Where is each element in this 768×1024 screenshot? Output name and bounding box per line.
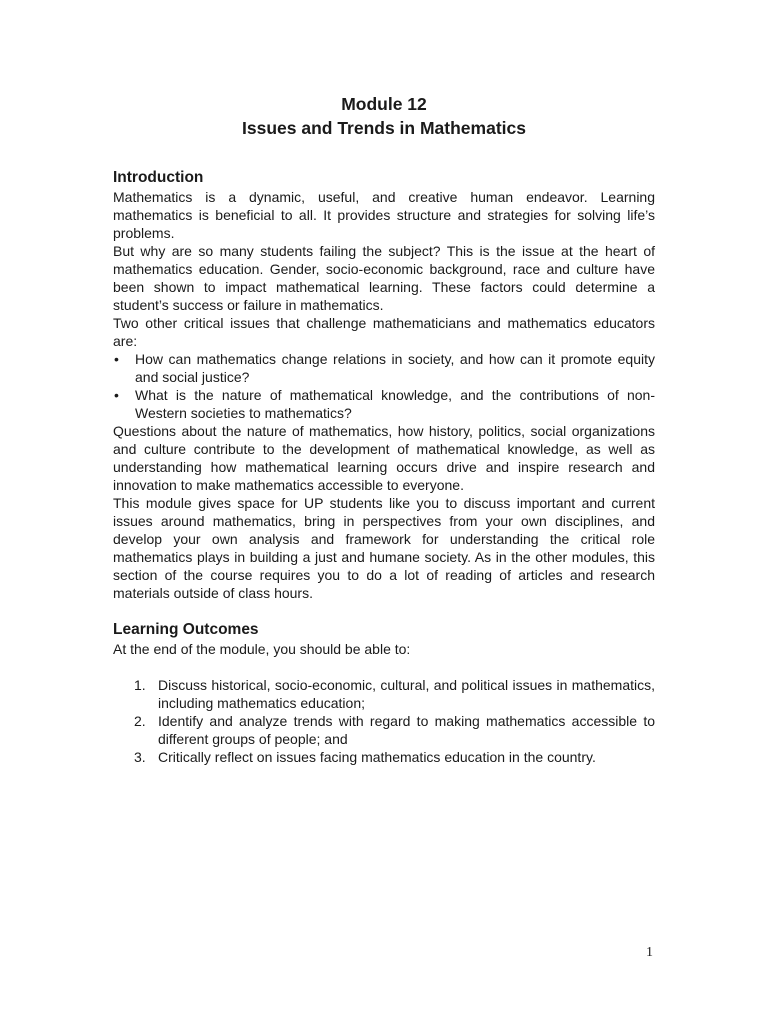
bullet-icon: • bbox=[114, 387, 119, 403]
outcome-number: 2. bbox=[134, 713, 146, 729]
intro-paragraph-5: This module gives space for UP students like you to discuss important and current issues around mathematics, bring in perspectives from your own disciplines, and develop your own analysis and framework for understanding the critical role mathematics plays in building a just and humane society. As in the other modules, this section of the course requires you to do a lot of reading of articles and research materials outside of class hours. bbox=[113, 495, 655, 601]
learning-outcomes-heading: Learning Outcomes bbox=[113, 621, 259, 638]
outcome-item bbox=[113, 676, 655, 712]
bullet-item bbox=[113, 350, 655, 386]
outcome-number: 1. bbox=[134, 677, 146, 693]
intro-paragraph-3: Two other critical issues that challenge mathematicians and mathematics educators are: bbox=[113, 315, 655, 349]
outcome-text: Discuss historical, socio-economic, cultural, and political issues in mathematics, including mathematics education; bbox=[158, 677, 655, 711]
bullet-icon: • bbox=[114, 351, 119, 367]
issues-bullet-list bbox=[113, 350, 655, 422]
intro-paragraph-1: Mathematics is a dynamic, useful, and creative human endeavor. Learning mathematics is beneficial to all. It provides structure and strategies for solving life’s problems. bbox=[113, 189, 655, 241]
intro-paragraph-2: But why are so many students failing the subject? This is the issue at the heart of mathematics education. Gender, socio-economic background, race and culture have been shown to impact mathematical learning. These factors could determine a student’s success or failure in mathematics. bbox=[113, 243, 655, 313]
page-title bbox=[113, 92, 655, 140]
outcome-item bbox=[113, 712, 655, 748]
bullet-item bbox=[113, 386, 655, 422]
page-number: 1 bbox=[646, 945, 653, 960]
bullet-text: What is the nature of mathematical knowledge, and the contributions of non-Western societies to mathematics? bbox=[135, 387, 655, 421]
module-title: Issues and Trends in Mathematics bbox=[242, 118, 526, 138]
introduction-heading: Introduction bbox=[113, 169, 204, 186]
outcomes-lead-text: At the end of the module, you should be able to: bbox=[113, 641, 411, 657]
outcome-text: Critically reflect on issues facing mathematics education in the country. bbox=[158, 749, 596, 765]
outcome-text: Identify and analyze trends with regard to making mathematics accessible to different groups of people; and bbox=[158, 713, 655, 747]
module-number: Module 12 bbox=[341, 94, 427, 114]
bullet-text: How can mathematics change relations in society, and how can it promote equity and social justice? bbox=[135, 351, 655, 385]
outcomes-list bbox=[113, 676, 655, 766]
outcome-item bbox=[113, 748, 655, 766]
page-content bbox=[113, 92, 655, 766]
outcome-number: 3. bbox=[134, 749, 146, 765]
intro-paragraph-4: Questions about the nature of mathematics, how history, politics, social organizations and culture contribute to the development of mathematical knowledge, as well as understanding how mathematical learning occurs drive and inspire research and innovation to make mathematics accessible to everyone. bbox=[113, 423, 655, 493]
